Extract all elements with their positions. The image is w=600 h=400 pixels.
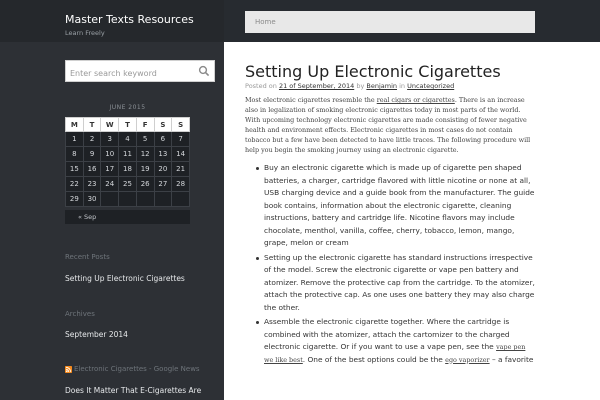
step-text: . One of the best options could be the xyxy=(302,354,446,364)
calendar-day-header: T xyxy=(83,118,101,132)
calendar-day: 20 xyxy=(154,162,172,177)
calendar-day: 29 xyxy=(66,192,84,207)
list-item xyxy=(256,252,535,315)
calendar-empty-cell xyxy=(119,192,137,207)
intro-text: Most electronic cigarettes resemble the xyxy=(245,96,377,104)
site-tagline: Learn Freely xyxy=(65,29,105,37)
calendar-day: 18 xyxy=(119,162,137,177)
search-icon[interactable] xyxy=(198,65,210,77)
calendar-day: 15 xyxy=(66,162,84,177)
calendar-day: 12 xyxy=(136,147,154,162)
calendar-day: 1 xyxy=(66,132,84,147)
calendar-day-header: W xyxy=(101,118,119,132)
calendar-day: 3 xyxy=(101,132,119,147)
site-title[interactable]: Master Texts Resources xyxy=(65,13,194,26)
calendar-day: 4 xyxy=(119,132,137,147)
step-text: Assemble the electronic cigarette together. Where the cartridge is combined with the atomizer, attach the cartomizer to the charged electronic cigarette. Or if you want to use a vape pen, see the xyxy=(264,317,510,351)
rss-icon[interactable] xyxy=(65,366,72,373)
calendar-day: 28 xyxy=(172,177,190,192)
calendar-day: 10 xyxy=(101,147,119,162)
calendar-day: 6 xyxy=(154,132,172,147)
calendar-day: 27 xyxy=(154,177,172,192)
step-text: Setting up the electronic cigarette has standard instructions irrespective of the model. Screw the electronic cigarette or vape pen battery and atomizer. Remove the protective cap from the cartridge. To the atomizer, attach the protective cap. As one uses one battery they may also charge the other. xyxy=(264,252,535,312)
archives-title: Archives xyxy=(65,310,95,318)
calendar-empty-cell xyxy=(154,192,172,207)
recent-post-link[interactable]: Setting Up Electronic Cigarettes xyxy=(65,274,185,283)
calendar-table xyxy=(65,117,190,207)
search-input[interactable] xyxy=(66,64,196,84)
post-intro xyxy=(245,95,535,155)
step-text: Buy an electronic cigarette which is made up of cigarette pen shaped batteries, a charger, cartridge flavored with little nicotine or none at all, USB charging device and a guide book from the manufacturer. The guide book contains, information about the electronic cigarette, cleaning instructions, battery and cartridge life. Nicotine flavors may include chocolate, menthol, vanilla, coffee, cherry, tobacco, lemon, mango, grape, melon or cream xyxy=(264,163,535,247)
list-item xyxy=(256,316,535,366)
calendar-day: 22 xyxy=(66,177,84,192)
post-category-link[interactable]: Uncategorized xyxy=(407,82,455,90)
search-form xyxy=(65,60,215,82)
calendar-day-header: S xyxy=(154,118,172,132)
calendar-empty-cell xyxy=(172,192,190,207)
calendar-day: 26 xyxy=(136,177,154,192)
calendar-day: 24 xyxy=(101,177,119,192)
calendar-day-header: T xyxy=(119,118,137,132)
ego-vaporizer-link[interactable]: ego vaporizer xyxy=(445,355,490,364)
calendar-day: 25 xyxy=(119,177,137,192)
calendar-empty-cell xyxy=(136,192,154,207)
list-item xyxy=(256,162,535,250)
calendar-day: 13 xyxy=(154,147,172,162)
news-link[interactable]: Does It Matter That E-Cigarettes Are xyxy=(65,386,202,395)
calendar-day: 11 xyxy=(119,147,137,162)
calendar-day: 9 xyxy=(83,147,101,162)
post-author-link[interactable]: Benjamin xyxy=(366,82,398,90)
calendar-day: 7 xyxy=(172,132,190,147)
archive-link[interactable]: September 2014 xyxy=(65,330,128,339)
calendar-day-header: M xyxy=(66,118,84,132)
calendar-day: 16 xyxy=(83,162,101,177)
calendar-prev-link[interactable]: « Sep xyxy=(65,210,190,224)
calendar-empty-cell xyxy=(101,192,119,207)
calendar-day: 2 xyxy=(83,132,101,147)
calendar-day: 19 xyxy=(136,162,154,177)
calendar-day: 14 xyxy=(172,147,190,162)
calendar-day: 23 xyxy=(83,177,101,192)
google-news-title[interactable]: Electronic Cigarettes - Google News xyxy=(74,365,200,373)
recent-posts-title: Recent Posts xyxy=(65,253,110,261)
post-meta xyxy=(245,82,454,90)
post-meta-in: in xyxy=(399,82,406,90)
breadcrumb-home-link[interactable]: Home xyxy=(255,18,276,26)
calendar-day-header: S xyxy=(172,118,190,132)
post-meta-label: Posted on xyxy=(245,82,277,90)
intro-link[interactable]: real cigars or cigarettes xyxy=(376,96,455,104)
vape-pen-link[interactable]: vape pen we like best xyxy=(264,343,526,364)
calendar-day: 8 xyxy=(66,147,84,162)
intro-text-rest: . There is an increase also in legalization of smoking electronic cigarettes today in most parts of the world. With upcoming technology electronic cigarettes are made consisting of fewer negative health and environment effects. Electronic cigarettes in most cases do not contain tobacco but a few have been detected to have little traces. The following procedure will help you begin the smoking journey using an electronic cigarette. xyxy=(245,96,531,154)
calendar-day: 5 xyxy=(136,132,154,147)
post-title[interactable]: Setting Up Electronic Cigarettes xyxy=(245,62,501,81)
calendar-caption: JUNE 2015 xyxy=(109,104,146,111)
calendar-day: 17 xyxy=(101,162,119,177)
calendar-day: 30 xyxy=(83,192,101,207)
step-text: – a favorite xyxy=(489,354,534,364)
breadcrumb xyxy=(245,11,535,33)
calendar-day: 21 xyxy=(172,162,190,177)
steps-list xyxy=(256,162,535,368)
post-meta-by: by xyxy=(356,82,365,90)
calendar-day-header: F xyxy=(136,118,154,132)
post-date-link[interactable]: 21 of September, 2014 xyxy=(278,82,355,90)
